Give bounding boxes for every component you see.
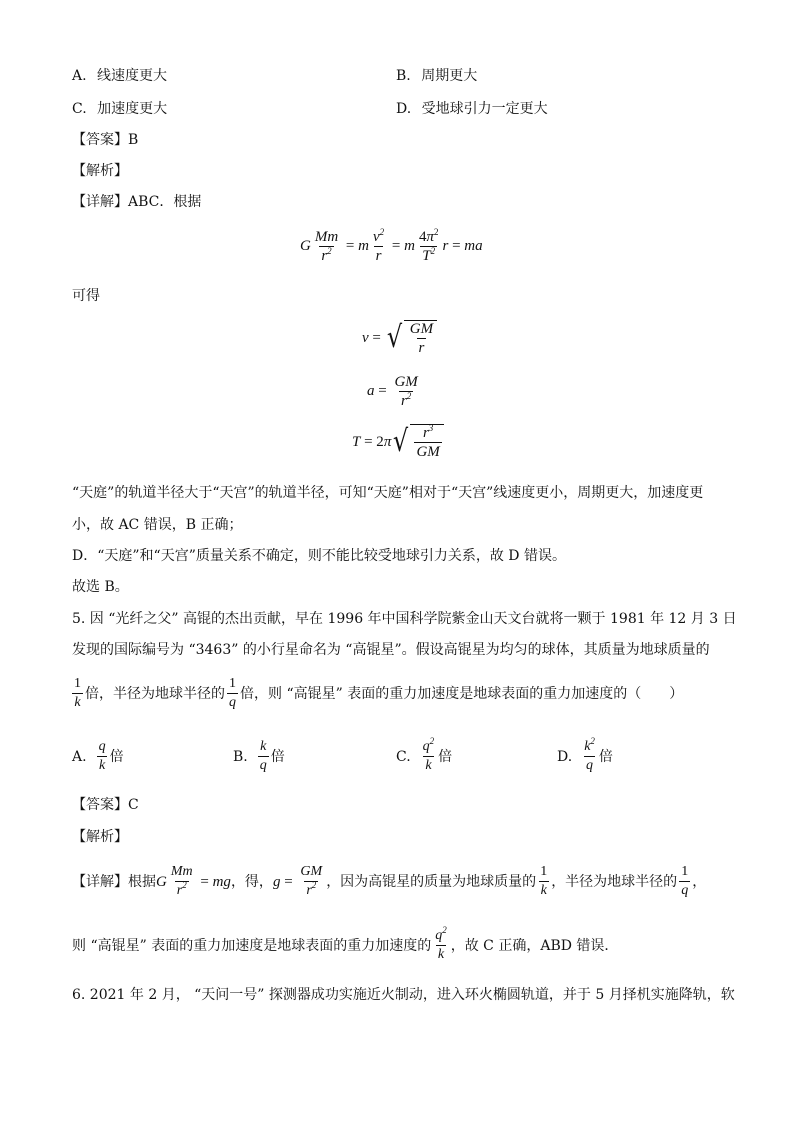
option-text: 周期更大 xyxy=(421,68,478,84)
q5-option-c: C. $\frac{q^2}{k}$ 倍 xyxy=(396,736,453,773)
option-suffix: 倍 xyxy=(109,748,124,765)
choose-text: 故选 B。 xyxy=(72,579,129,595)
period-equation: T = 2 π √ $\frac{r^3}{GM}$ xyxy=(352,424,444,460)
q5-final-line: 则 “高锟星” 表面的重力加速度是地球表面的重力加速度的 $\frac{q^2}{k}$ ，故 C 正确，ABD 错误． xyxy=(72,925,619,962)
conclusion-line: 小，故 AC 错误，B 正确； xyxy=(72,517,243,533)
detail-label: 【详解】ABC．根据 xyxy=(72,194,202,210)
text: ，因为高锟星的质量为地球质量的 xyxy=(326,873,537,890)
answer-label: 【答案】B xyxy=(72,132,139,148)
acceleration-equation: a = $\frac{GM}{r^2}$ xyxy=(367,374,418,409)
option-letter: C. xyxy=(72,101,87,117)
text: 则 “高锟星” 表面的重力加速度是地球表面的重力加速度的 xyxy=(72,937,432,954)
question-6-line: 6. 2021 年 2 月， “天问一号” 探测器成功实施近火制动，进入环火椭圆轨道，并于 5 月择机实施降轨，软 xyxy=(72,987,735,1003)
conclusion-line: “天庭”的轨道半径大于“天宫”的轨道半径，可知“天庭”相对于“天宫”线速度更小，周期更大，加速度更 xyxy=(72,485,704,501)
option-text: 线速度更大 xyxy=(97,68,168,84)
answer-label: 【答案】C xyxy=(72,797,139,813)
question-5-line: 5. 因 “光纤之父” 高锟的杰出贡献，早在 1996 年中国科学院紫金山天文台就将一颗于 1981 年 12 月 3 日 xyxy=(72,611,737,627)
option-letter: B. xyxy=(396,68,411,84)
text: ，半径为地球半径的 xyxy=(551,873,678,890)
option-suffix: 倍 xyxy=(270,748,285,765)
option-c xyxy=(72,100,167,118)
option-letter: D. xyxy=(396,101,412,117)
text: ，故 C 正确，ABD 错误． xyxy=(450,937,619,954)
text: ，得， xyxy=(230,873,273,890)
option-suffix: 倍 xyxy=(438,748,453,765)
velocity-equation: v = √ $\frac{GM}{r}$ xyxy=(362,320,437,356)
then-text: 可得 xyxy=(72,288,100,304)
text: 倍，则 “高锟星” 表面的重力加速度是地球表面的重力加速度的（ ） xyxy=(240,685,684,702)
option-letter: B. xyxy=(233,748,248,765)
question-5-line: $\frac{1}{k}$ 倍，半径为地球半径的 $\frac{1}{q}$ 倍，则 “高锟星” 表面的重力加速度是地球表面的重力加速度的（ ） xyxy=(74,676,684,710)
option-letter: A. xyxy=(72,68,87,84)
option-d xyxy=(396,100,548,118)
option-letter: C. xyxy=(396,748,411,765)
option-a xyxy=(72,67,167,85)
option-text: 受地球引力一定更大 xyxy=(421,101,548,117)
text: 倍，半径为地球半径的 xyxy=(85,685,225,702)
q5-option-d: D. $\frac{k^2}{q}$ 倍 xyxy=(557,736,613,773)
gravity-equation: G $\frac{Mm}{r^2}$ = m $\frac{v^2}{r}$ = m $\frac{4\pi^2}{T^2}$ r = ma xyxy=(300,226,483,264)
q5-detail-line: 【详解】根据 G $\frac{Mm}{r^2}$ = mg ，得， g = $\frac{GM}{r^2}$ ，因为高锟星的质量为地球质量的 $\frac{1}{k}$ ，半径为地球半径的 $\frac{1}{q}$ ， xyxy=(72,864,707,898)
analysis-label: 【解析】 xyxy=(72,829,128,845)
option-suffix: 倍 xyxy=(598,748,613,765)
text: 【详解】根据 xyxy=(72,873,156,890)
option-letter: D. xyxy=(557,748,573,765)
option-letter: A. xyxy=(72,748,87,765)
question-5-line: 发现的国际编号为 “3463” 的小行星命名为 “高锟星”。假设高锟星为均匀的球体，其质量为地球质量的 xyxy=(72,642,710,658)
conclusion-line: D．“天庭”和“天宫”质量关系不确定，则不能比较受地球引力关系，故 D 错误。 xyxy=(72,548,566,564)
option-b xyxy=(396,67,477,85)
option-text: 加速度更大 xyxy=(97,101,168,117)
q5-option-a: A. $\frac{q}{k}$ 倍 xyxy=(72,739,124,773)
q5-option-b: B. $\frac{k}{q}$ 倍 xyxy=(233,739,285,773)
analysis-label: 【解析】 xyxy=(72,163,128,179)
text: ， xyxy=(692,873,707,890)
